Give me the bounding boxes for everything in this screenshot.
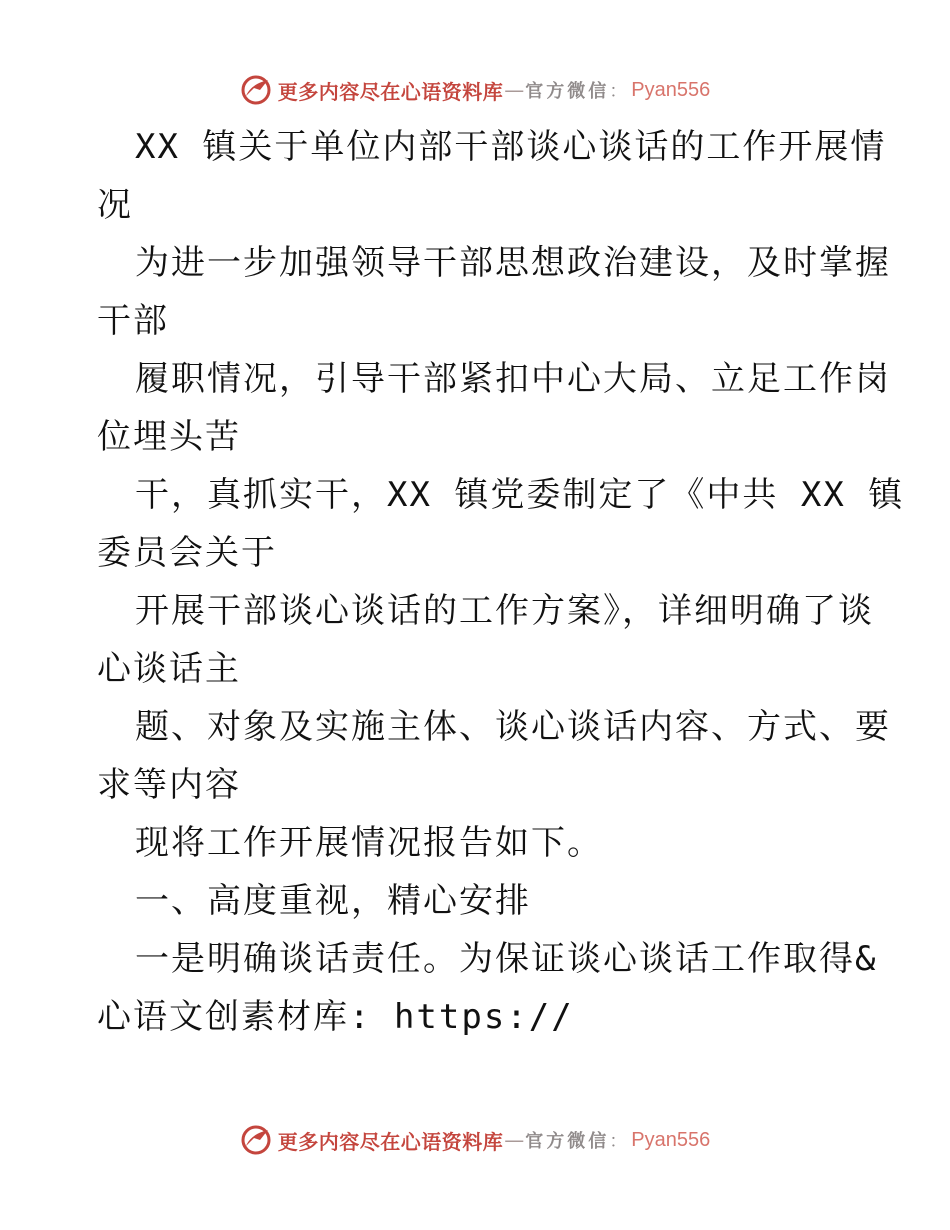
paragraph-line: 位埋头苦 xyxy=(97,417,241,457)
section-heading: 一、高度重视，精心安排 xyxy=(135,881,531,921)
paragraph-line: 开展干部谈心谈话的工作方案》，详细明确了谈 xyxy=(135,591,874,631)
paragraph-line: 为进一步加强领导干部思想政治建设，及时掌握 xyxy=(135,243,891,283)
banner-wechat-id: Pyan556 xyxy=(631,78,711,101)
banner-wechat-id: Pyan556 xyxy=(631,1128,711,1151)
banner-colon: ： xyxy=(609,1131,628,1152)
paragraph-line: 心谈话主 xyxy=(97,649,241,689)
title-line-2: 况 xyxy=(97,185,133,225)
header-banner xyxy=(0,70,950,110)
paragraph-line: 干，真抓实干，XX 镇党委制定了《中共 XX 镇 xyxy=(135,475,905,515)
paragraph-line: 题、对象及实施主体、谈心谈话内容、方式、要 xyxy=(135,707,891,747)
pen-swirl-logo-icon xyxy=(240,1124,272,1156)
banner-main-text: 更多内容尽在心语资料库 xyxy=(277,79,504,104)
paragraph-line: 一是明确谈话责任。为保证谈心谈话工作取得& xyxy=(135,939,878,979)
source-url-line: 心语文创素材库: https:// xyxy=(97,997,574,1037)
banner-dash: — xyxy=(504,78,525,102)
paragraph-line: 委员会关于 xyxy=(97,533,277,573)
footer-banner xyxy=(0,1120,950,1160)
banner-colon: ： xyxy=(609,81,628,102)
title-line-1: XX 镇关于单位内部干部谈心谈话的工作开展情 xyxy=(135,127,887,167)
paragraph-line: 现将工作开展情况报告如下。 xyxy=(135,823,603,863)
banner-dash: — xyxy=(504,1128,525,1152)
document-body xyxy=(97,118,905,1046)
paragraph-line: 求等内容 xyxy=(97,765,241,805)
paragraph-line: 履职情况，引导干部紧扣中心大局、立足工作岗 xyxy=(135,359,891,399)
banner-official-label: 官方微信 xyxy=(525,1131,610,1152)
pen-swirl-logo-icon xyxy=(240,74,272,106)
banner-official-label: 官方微信 xyxy=(525,81,610,102)
banner-main-text: 更多内容尽在心语资料库 xyxy=(277,1129,504,1154)
paragraph-line: 干部 xyxy=(97,301,169,341)
